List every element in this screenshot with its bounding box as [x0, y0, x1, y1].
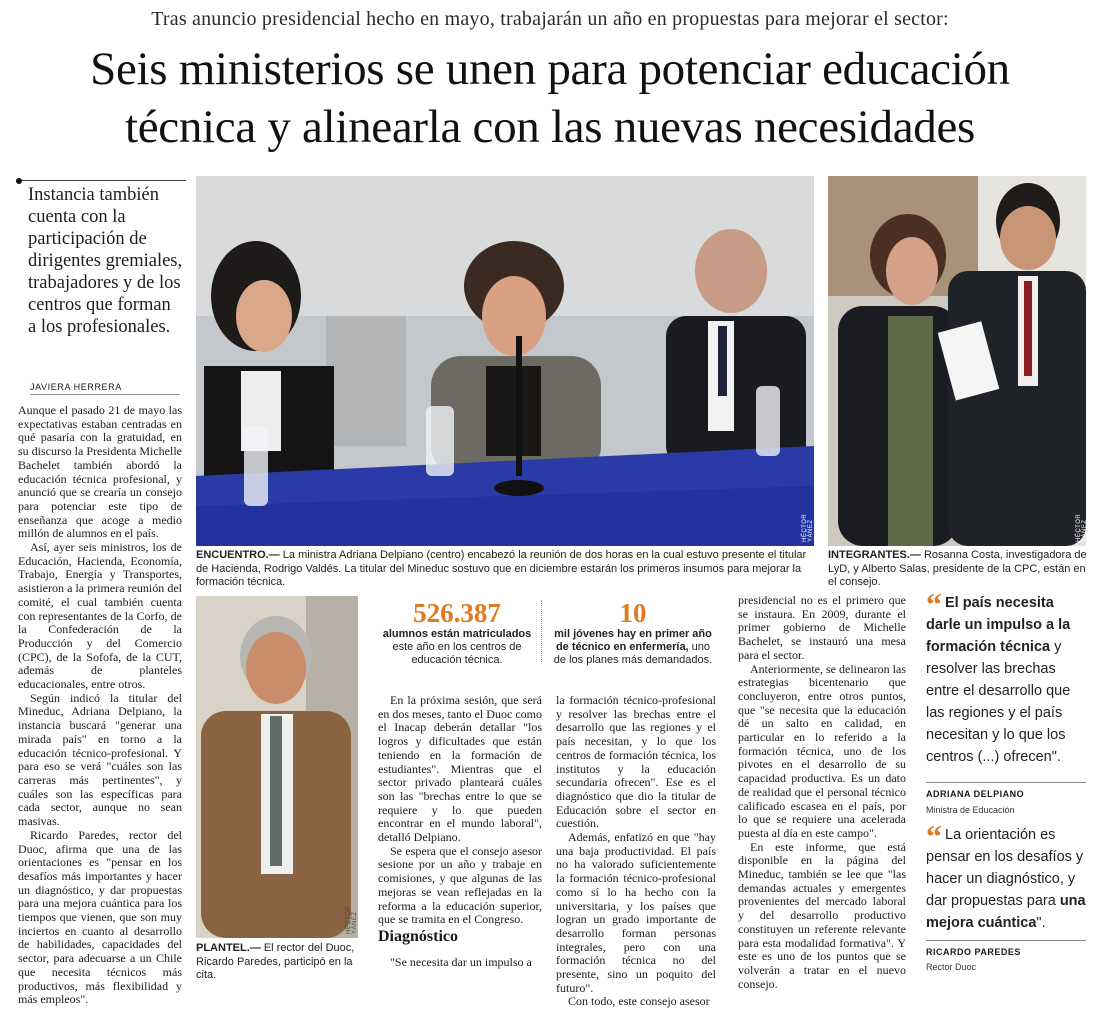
stat-bold: mil jóvenes hay en primer año de técnico en enfermería,	[554, 628, 712, 653]
stat-nursing	[553, 598, 713, 667]
article-kicker: Tras anuncio presidencial hecho en mayo, trabajarán un año en propuestas para mejorar el sector:	[151, 8, 949, 30]
stat-rest: este año en los centros de educación técnica.	[392, 641, 522, 666]
photo-rector	[196, 596, 358, 938]
photo-meeting	[196, 176, 814, 546]
quote-author: ADRIANA DELPIANO	[926, 782, 1086, 799]
quote-author: RICARDO PAREDES	[926, 940, 1086, 957]
byline: JAVIERA HERRERA	[30, 382, 180, 395]
photo-credit: HÉCTOR YÁÑEZ	[802, 513, 814, 542]
article-lede	[18, 180, 183, 338]
quote-mark-icon: “	[926, 818, 942, 854]
paragraph: la formación técnico-profesional y resolver las brechas entre el desarrollo que las regiones y el país necesitan, y lo que los centros de formación técnica, los institutos y la educación secundaria ofrecen". Ese es el diagnóstico que dio la titular de Educación sobre el sector en cuestión.	[556, 693, 716, 831]
photo-members-illustration	[828, 176, 1086, 546]
quote-bold: El país necesita darle un impulso a la formación técnica	[926, 595, 1071, 655]
stat-description	[378, 628, 536, 667]
quote-text: y resolver las brechas entre el desarrollo que las regiones y el país necesitan y lo que los centros (...) ofrecen".	[926, 639, 1071, 765]
stat-value: 526.387	[413, 598, 501, 628]
paragraph: "Se necesita dar un impulso a	[390, 955, 532, 969]
body-column-1	[18, 404, 182, 1007]
photo-credit: HÉCTOR YÁÑEZ	[346, 905, 358, 934]
stat-bold: alumnos están matriculados	[382, 628, 532, 640]
photo-rector-illustration	[196, 596, 358, 938]
caption-text: El rector del Duoc, Ricardo Paredes, participó en la cita.	[196, 942, 355, 981]
lede-text: Instancia también cuenta con la participación de dirigentes gremiales, trabajadores y de los centros que forman a los profesionales.	[28, 185, 183, 337]
caption-label: PLANTEL.—	[196, 942, 261, 954]
paragraph: Según indicó la titular del Mineduc, Adriana Delpiano, la instancia buscará "generar una mirada país" en torno a la educación técnico-profesional. Y para eso se verá "cuáles son las carreras más pertinentes", y cuáles son las específicas para cada sector, aunque no sean masivas.	[18, 690, 182, 829]
body-column-3	[378, 694, 542, 927]
quote-text: ".	[1036, 915, 1046, 931]
paragraph: Ricardo Paredes, rector del Duoc, afirma que una de las orientaciones es "pensar en los desafíos más importantes y hacer un diagnóstico, y dar propuestas para una mejora cuántica para los tiempos que vienen, que son muy inciertos en cuanto al desarrollo de habilidades, capacidades del sector, para adecuarse a un Chile que necesita técnicos más productivos, más flexibilidad y más empleos".	[18, 827, 182, 1007]
quote-mark-icon: “	[926, 586, 942, 622]
photo-credit: HÉCTOR YÁÑEZ	[1076, 513, 1088, 542]
pull-quote-paredes	[926, 818, 1086, 934]
stat-rest: uno de los planes más demandados.	[553, 641, 713, 666]
caption-members	[828, 549, 1090, 590]
quote-bold: una mejora cuántica	[926, 893, 1086, 931]
caption-text: La ministra Adriana Delpiano (centro) encabezó la reunión de dos horas en la cual estuvo presente el titular de Hacienda, Rodrigo Valdés. La titular del Mineduc sostuvo que en diciembre estarán los primeros insumos para mejorar la formación técnica.	[196, 549, 807, 588]
paragraph: Además, enfatizó en que "hay una baja productividad. El país no ha valorado suficientemente la formación técnico-profesional como sí lo ha hecho con la universitaria, y los países que logran un grado importante de desarrollo forman personas integrales, pero con una formación técnica no del presente, sino un poquito del futuro".	[556, 830, 716, 995]
photo-meeting-illustration	[196, 176, 814, 546]
photo-members	[828, 176, 1086, 546]
quote-author-role: Rector Duoc	[926, 962, 977, 972]
headline-line-2: técnica y alinearla con las nuevas necesidades	[124, 101, 976, 153]
section-subhead: Diagnóstico	[378, 928, 458, 945]
body-column-4	[556, 694, 716, 1009]
lede-rule	[16, 180, 186, 181]
body-column-5	[738, 594, 906, 991]
caption-text: Rosanna Costa, investigadora de LyD, y Alberto Salas, presidente de la CPC, están en el consejo.	[828, 549, 1087, 588]
paragraph: Con todo, este consejo asesor	[568, 994, 710, 1009]
caption-label: ENCUENTRO.—	[196, 549, 280, 561]
pull-quote-delpiano	[926, 586, 1086, 768]
paragraph: Se espera que el consejo asesor sesione por un año y trabaje en comisiones, y que algunas de las mejoras se vean reflejadas en la reforma a la educación superior, que se tramita en el Congreso.	[378, 843, 542, 927]
article-headline	[0, 40, 1100, 156]
caption-label: INTEGRANTES.—	[828, 549, 921, 561]
stat-enrolled	[378, 598, 536, 667]
quote-text: La orientación es pensar en los desafíos y hacer un diagnóstico, y dar propuestas para	[926, 827, 1084, 909]
stat-divider	[541, 600, 542, 662]
stat-description	[553, 628, 713, 667]
quote-author-role: Ministra de Educación	[926, 805, 1015, 815]
stat-value: 10	[619, 598, 647, 628]
paragraph: En este informe, que está disponible en la página del Mineduc, también se lee que "las demandas actuales y emergentes provenientes del mercado laboral y del desarrollo productivo constituyen un referente relevante para esta modalidad formativa". Y este es uno de los puntos que se volverán a tratar en el nuevo consejo.	[738, 839, 906, 991]
paragraph: Así, ayer seis ministros, los de Educación, Hacienda, Economía, Trabajo, Energía y Transportes, asistieron a la primera reunión del comité, el cual también cuenta con representantes de la Corfo, de la Confederación de la Producción y del Comercio (CPC), de la Sofofa, de la CUT, además de planteles educacionales, entre otros.	[18, 540, 182, 692]
paragraph: En la próxima sesión, que será en dos meses, tanto el Duoc como el Inacap deberán detallar "los logros y dificultades que están teniendo en la formación de estudiantes". Mientras que el sector privado planteará cuáles son las "brechas entre lo que se requiere y lo que pueden encontrar en el mundo laboral", detalló Delpiano.	[378, 693, 542, 845]
paragraph: Aunque el pasado 21 de mayo las expectativas estaban centradas en qué pasaría con la gratuidad, en su discurso la Presidenta Michelle Bachelet también abordó la educación técnica profesional, y anunció que se crearía un consejo para potenciar este tipo de enseñanza que acoge a medio millón de alumnos en el país.	[18, 403, 182, 541]
caption-meeting	[196, 549, 814, 590]
body-column-3-tail	[378, 956, 542, 970]
paragraph: presidencial no es el primero que se instaura. En 2009, durante el primer gobierno de Michelle Bachelet, se instauró una mesa para el sector.	[738, 593, 906, 662]
caption-rector	[196, 942, 364, 983]
headline-line-1: Seis ministerios se unen para potenciar educación	[90, 43, 1010, 95]
paragraph: Anteriormente, se delinearon las estrategias bicentenario que concluyeron, entre otros puntos, que "se necesita que la educación dé un salto en calidad, en particular en lo referido a la formación técnica, uno de los pivotes en el desarrollo de su capacidad productiva. Es un dato de realidad que el personal técnico calificado escasea en el país, por lo que se requiere una acelerada puesta al día en este campo".	[738, 661, 906, 840]
